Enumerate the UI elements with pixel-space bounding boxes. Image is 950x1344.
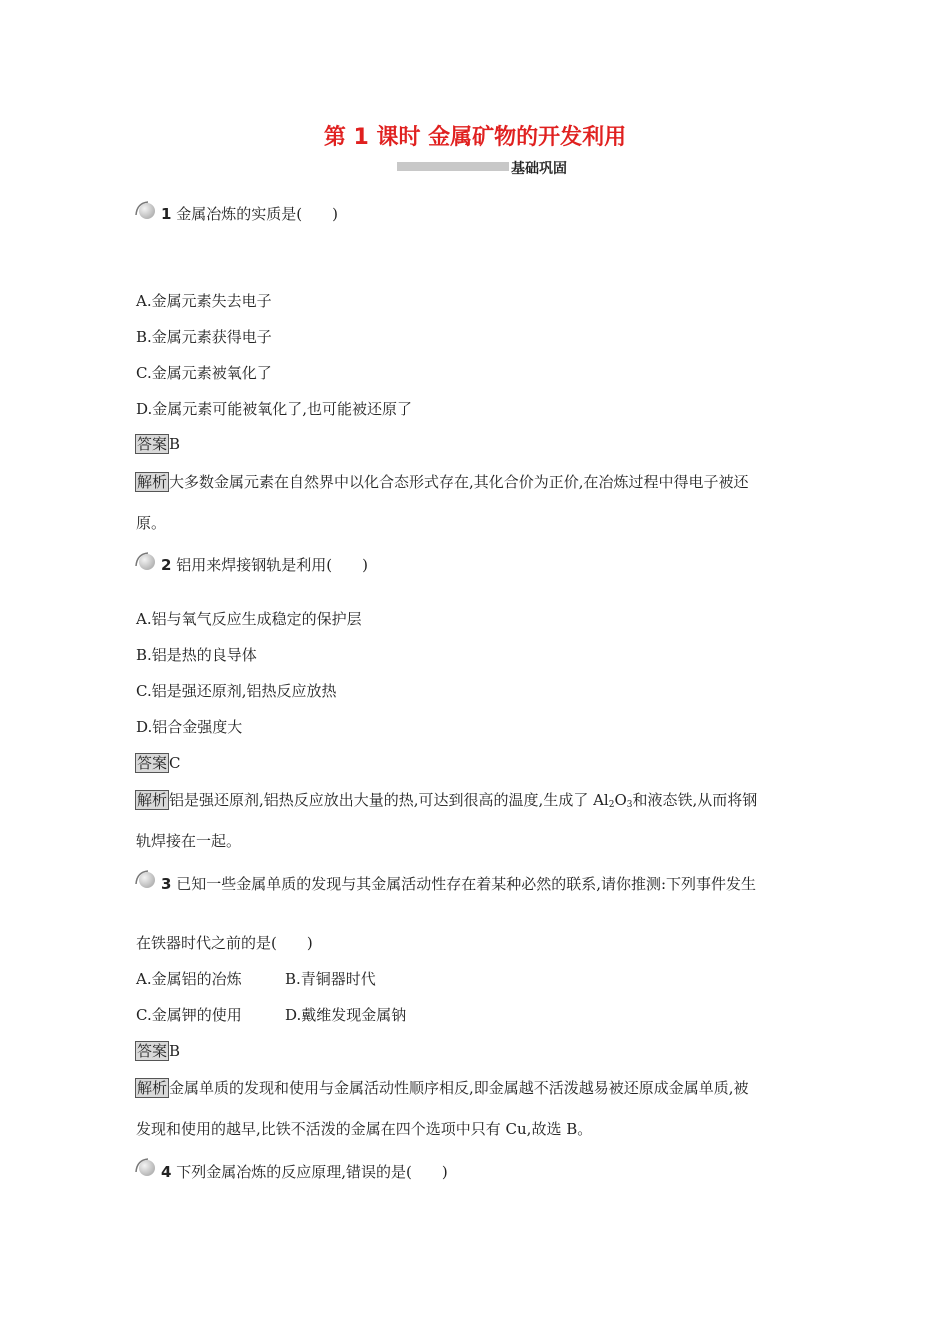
question-2-option-b: B.铝是热的良导体 <box>136 646 257 664</box>
question-2-analysis-line-1: 解析 铝是强还原剂,铝热反应放出大量的热,可达到很高的温度,生成了 $Al_2O_3$和液态铁,从而将钢 <box>137 791 758 810</box>
question-2-text: 铝用来焊接钢轨是利用( ) <box>176 556 368 574</box>
question-3-analysis-line-1: 解析 金属单质的发现和使用与金属活动性顺序相反,即金属越不活泼越易被还原成金属单质,被 <box>137 1079 749 1097</box>
question-2-option-d: D.铝合金强度大 <box>136 718 243 736</box>
question-2-stem <box>161 554 368 575</box>
question-1-option-a: A.金属元素失去电子 <box>136 292 272 310</box>
question-1-text: 金属冶炼的实质是( ) <box>176 205 338 223</box>
question-1-option-c: C.金属元素被氧化了 <box>136 364 272 382</box>
question-4-number: 4 <box>161 1163 172 1181</box>
question-marker-icon <box>134 550 156 572</box>
question-3-number: 3 <box>161 875 172 893</box>
question-1-option-b: B.金属元素获得电子 <box>136 328 272 346</box>
question-3-analysis-line-2: 发现和使用的越早,比铁不活泼的金属在四个选项中只有 Cu,故选 B。 <box>136 1120 593 1138</box>
question-3-option-d: D.戴维发现金属钠 <box>285 1006 407 1024</box>
question-2-option-c: C.铝是强还原剂,铝热反应放热 <box>136 682 337 700</box>
analysis-tag: 解析 <box>137 473 168 491</box>
question-2-number: 2 <box>161 556 172 574</box>
question-4-stem <box>161 1161 448 1182</box>
question-1-analysis-line-2: 原。 <box>136 514 167 532</box>
question-3-stem-line-2: 在铁器时代之前的是( ) <box>136 934 313 952</box>
question-2-analysis-line-2: 轨焊接在一起。 <box>136 832 242 850</box>
question-marker-icon <box>134 199 156 221</box>
section-label: 基础巩固 <box>511 161 567 177</box>
answer-tag: 答案 <box>137 1042 168 1060</box>
question-1-analysis-line-1: 解析 大多数金属元素在自然界中以化合态形式存在,其化合价为正价,在冶炼过程中得电子被还 <box>137 473 749 491</box>
question-3-option-a: A.金属铝的冶炼 <box>136 970 242 988</box>
question-marker-icon <box>134 1156 156 1178</box>
analysis-tag: 解析 <box>137 1079 168 1097</box>
answer-tag: 答案 <box>137 754 168 772</box>
question-marker-icon <box>134 868 156 890</box>
answer-value: B <box>169 1042 181 1060</box>
answer-value: C <box>169 754 181 772</box>
section-divider-bar <box>397 162 509 171</box>
question-3-stem-line-1 <box>161 873 756 894</box>
question-1-option-d: D.金属元素可能被氧化了,也可能被还原了 <box>136 400 413 418</box>
answer-value: B <box>169 435 181 453</box>
question-4-text: 下列金属冶炼的反应原理,错误的是( ) <box>176 1163 448 1181</box>
question-3-option-b: B.青铜器时代 <box>285 970 376 988</box>
answer-tag: 答案 <box>137 435 168 453</box>
question-3-text: 已知一些金属单质的发现与其金属活动性存在着某种必然的联系,请你推测:下列事件发生 <box>176 875 757 893</box>
question-2-option-a: A.铝与氧气反应生成稳定的保护层 <box>136 610 362 628</box>
analysis-tag: 解析 <box>137 791 168 809</box>
question-1-stem <box>161 203 338 224</box>
question-1-answer <box>135 434 180 454</box>
question-1-number: 1 <box>161 205 172 223</box>
question-3-answer <box>135 1041 180 1061</box>
question-3-option-c: C.金属钾的使用 <box>136 1006 242 1024</box>
question-2-answer <box>135 753 181 773</box>
lesson-title: 第 1 课时 金属矿物的开发利用 <box>323 125 627 150</box>
